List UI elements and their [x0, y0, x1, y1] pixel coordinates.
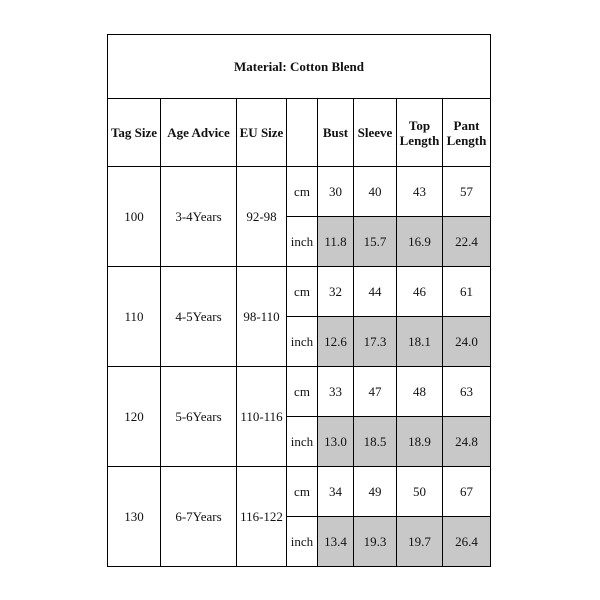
header-eu-size: EU Size — [237, 99, 287, 167]
unit-inch-cell: inch — [287, 317, 318, 367]
age-advice-cell: 5-6Years — [161, 367, 237, 467]
size-chart — [107, 34, 491, 567]
top-length-cm-cell: 50 — [397, 467, 443, 517]
sleeve-cm-cell: 40 — [354, 167, 397, 217]
unit-cm-cell: cm — [287, 167, 318, 217]
sleeve-inch-cell: 17.3 — [354, 317, 397, 367]
pant-length-inch-cell: 26.4 — [443, 517, 491, 567]
header-unit — [287, 99, 318, 167]
table-row — [108, 467, 491, 517]
eu-size-cell: 116-122 — [237, 467, 287, 567]
header-pant-length: Pant Length — [443, 99, 491, 167]
bust-inch-cell: 11.8 — [318, 217, 354, 267]
tag-size-cell: 100 — [108, 167, 161, 267]
pant-length-cm-cell: 67 — [443, 467, 491, 517]
top-length-cm-cell: 48 — [397, 367, 443, 417]
header-bust: Bust — [318, 99, 354, 167]
tag-size-cell: 120 — [108, 367, 161, 467]
header-sleeve: Sleeve — [354, 99, 397, 167]
unit-cm-cell: cm — [287, 467, 318, 517]
pant-length-cm-cell: 57 — [443, 167, 491, 217]
age-advice-cell: 6-7Years — [161, 467, 237, 567]
table-row — [108, 167, 491, 217]
unit-cm-cell: cm — [287, 267, 318, 317]
pant-length-cm-cell: 61 — [443, 267, 491, 317]
header-age-advice: Age Advice — [161, 99, 237, 167]
header-tag-size: Tag Size — [108, 99, 161, 167]
bust-cm-cell: 30 — [318, 167, 354, 217]
unit-inch-cell: inch — [287, 417, 318, 467]
age-advice-cell: 3-4Years — [161, 167, 237, 267]
tag-size-cell: 110 — [108, 267, 161, 367]
pant-length-inch-cell: 24.0 — [443, 317, 491, 367]
sleeve-cm-cell: 44 — [354, 267, 397, 317]
top-length-cm-cell: 43 — [397, 167, 443, 217]
sleeve-cm-cell: 47 — [354, 367, 397, 417]
eu-size-cell: 92-98 — [237, 167, 287, 267]
sleeve-inch-cell: 18.5 — [354, 417, 397, 467]
table-row — [108, 267, 491, 317]
top-length-inch-cell: 16.9 — [397, 217, 443, 267]
tag-size-cell: 130 — [108, 467, 161, 567]
sleeve-cm-cell: 49 — [354, 467, 397, 517]
unit-inch-cell: inch — [287, 517, 318, 567]
header-row — [108, 99, 491, 167]
pant-length-inch-cell: 22.4 — [443, 217, 491, 267]
eu-size-cell: 98-110 — [237, 267, 287, 367]
pant-length-inch-cell: 24.8 — [443, 417, 491, 467]
top-length-inch-cell: 18.1 — [397, 317, 443, 367]
top-length-cm-cell: 46 — [397, 267, 443, 317]
unit-inch-cell: inch — [287, 217, 318, 267]
sleeve-inch-cell: 15.7 — [354, 217, 397, 267]
top-length-inch-cell: 18.9 — [397, 417, 443, 467]
age-advice-cell: 4-5Years — [161, 267, 237, 367]
bust-inch-cell: 12.6 — [318, 317, 354, 367]
top-length-inch-cell: 19.7 — [397, 517, 443, 567]
bust-cm-cell: 33 — [318, 367, 354, 417]
size-chart-table — [107, 34, 491, 567]
table-title: Material: Cotton Blend — [108, 35, 491, 99]
bust-cm-cell: 32 — [318, 267, 354, 317]
bust-inch-cell: 13.0 — [318, 417, 354, 467]
header-top-length: Top Length — [397, 99, 443, 167]
sleeve-inch-cell: 19.3 — [354, 517, 397, 567]
eu-size-cell: 110-116 — [237, 367, 287, 467]
bust-inch-cell: 13.4 — [318, 517, 354, 567]
bust-cm-cell: 34 — [318, 467, 354, 517]
unit-cm-cell: cm — [287, 367, 318, 417]
table-row — [108, 367, 491, 417]
pant-length-cm-cell: 63 — [443, 367, 491, 417]
